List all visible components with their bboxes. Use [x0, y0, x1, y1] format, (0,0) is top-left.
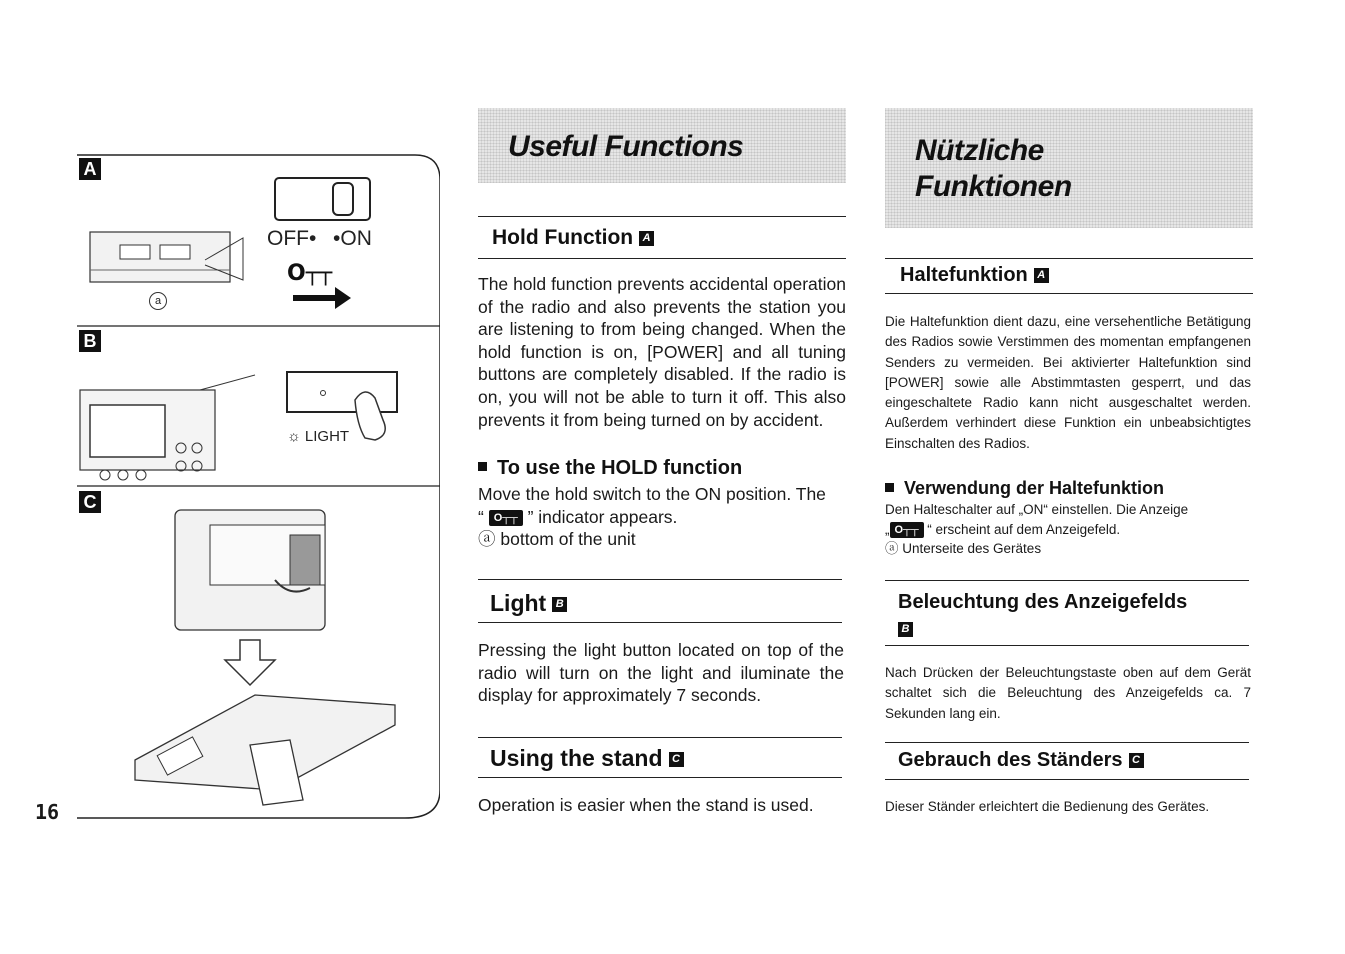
divider — [885, 645, 1249, 646]
divider — [478, 579, 842, 580]
heading-hold-en: Hold Function A — [492, 226, 654, 250]
light-label: ☼ LIGHT — [287, 428, 350, 445]
section-label-c: C — [79, 491, 101, 513]
hold-instr-en: Move the hold switch to the ON position. The “ O┬┬ ” indicator appears. ⓐ bottom of the unit — [478, 483, 846, 551]
light-body-en: Pressing the light button located on top of the radio will turn on the light and iluminate the display for approximately 7 seconds. — [478, 640, 844, 706]
title-banner-en — [478, 108, 846, 183]
divider — [885, 293, 1253, 294]
section-label-b: B — [79, 330, 101, 352]
stand-body-en: Operation is easier when the stand is used. — [478, 795, 814, 815]
hold-body-en: The hold function prevents accidental operation of the radio and also prevents the station you are listening to from being changed. When the hold function is on, [POWER] and all tuning buttons are completely disabled. If the radio is on, you will not be able to turn it off. This also prevents it from being turned on by accident. — [478, 274, 846, 430]
divider — [478, 216, 846, 217]
svg-text:O┬┬: O┬┬ — [287, 261, 333, 286]
divider — [478, 737, 842, 738]
hold-instr-de: Den Halteschalter auf „ON“ einstellen. Die Anzeige „O┬┬ “ erscheint auf dem Anzeigefeld. ⓐ Unterseite des Gerätes — [885, 500, 1251, 559]
divider — [478, 258, 846, 259]
page-title-de-line2: Funktionen — [915, 170, 1072, 203]
radio-illustration — [65, 150, 440, 820]
key-lock-icon — [890, 522, 924, 538]
key-lock-icon — [489, 510, 523, 526]
switch-on-label: •ON — [333, 227, 372, 250]
heading-light-de: Beleuchtung des Anzeigefelds B — [898, 591, 1188, 636]
heading-hold-de: Haltefunktion A — [900, 264, 1049, 287]
divider — [478, 622, 842, 623]
heading-stand-en: Using the stand C — [490, 745, 684, 772]
figure-panel — [65, 150, 440, 820]
divider — [885, 258, 1253, 259]
marker-a: a — [149, 292, 167, 310]
divider — [885, 779, 1249, 780]
heading-light-en: Light B — [490, 590, 567, 617]
divider — [885, 742, 1249, 743]
page-title-de-line1: Nützliche — [915, 134, 1044, 167]
switch-off-label: OFF• — [267, 227, 317, 250]
hold-body-de: Die Haltefunktion dient dazu, eine versehentliche Betätigung des Radios sowie Verstimmen des momentan empfangenen Senders zu vermeiden. Bei aktivierter Haltefunktion sind [POWER] sowie alle Abstimmtasten gesperrt, und das eingeschaltete Radio kann nicht ausgeschaltet werden. Außerdem verhindert diese Funktion ein unbeabsichtigtes Einschalten des Radios. — [885, 314, 1251, 451]
heading-stand-de: Gebrauch des Ständers C — [898, 749, 1144, 772]
page-title-en: Useful Functions — [508, 130, 744, 163]
light-body-de: Nach Drücken der Beleuchtungstaste oben auf dem Gerät schaltet sich die Beleuchtung des Anzeigefelds ca. 7 Sekunden lang ein. — [885, 665, 1251, 721]
section-label-a: A — [79, 158, 101, 180]
sub-heading-hold-en: To use the HOLD function — [478, 457, 742, 480]
divider — [885, 580, 1249, 581]
page-number: 16 — [35, 800, 60, 824]
stand-body-de: Dieser Ständer erleichtert die Bedienung des Gerätes. — [885, 799, 1210, 814]
title-banner-de — [885, 108, 1253, 228]
sub-heading-hold-de: Verwendung der Haltefunktion — [885, 478, 1164, 499]
divider — [478, 777, 842, 778]
